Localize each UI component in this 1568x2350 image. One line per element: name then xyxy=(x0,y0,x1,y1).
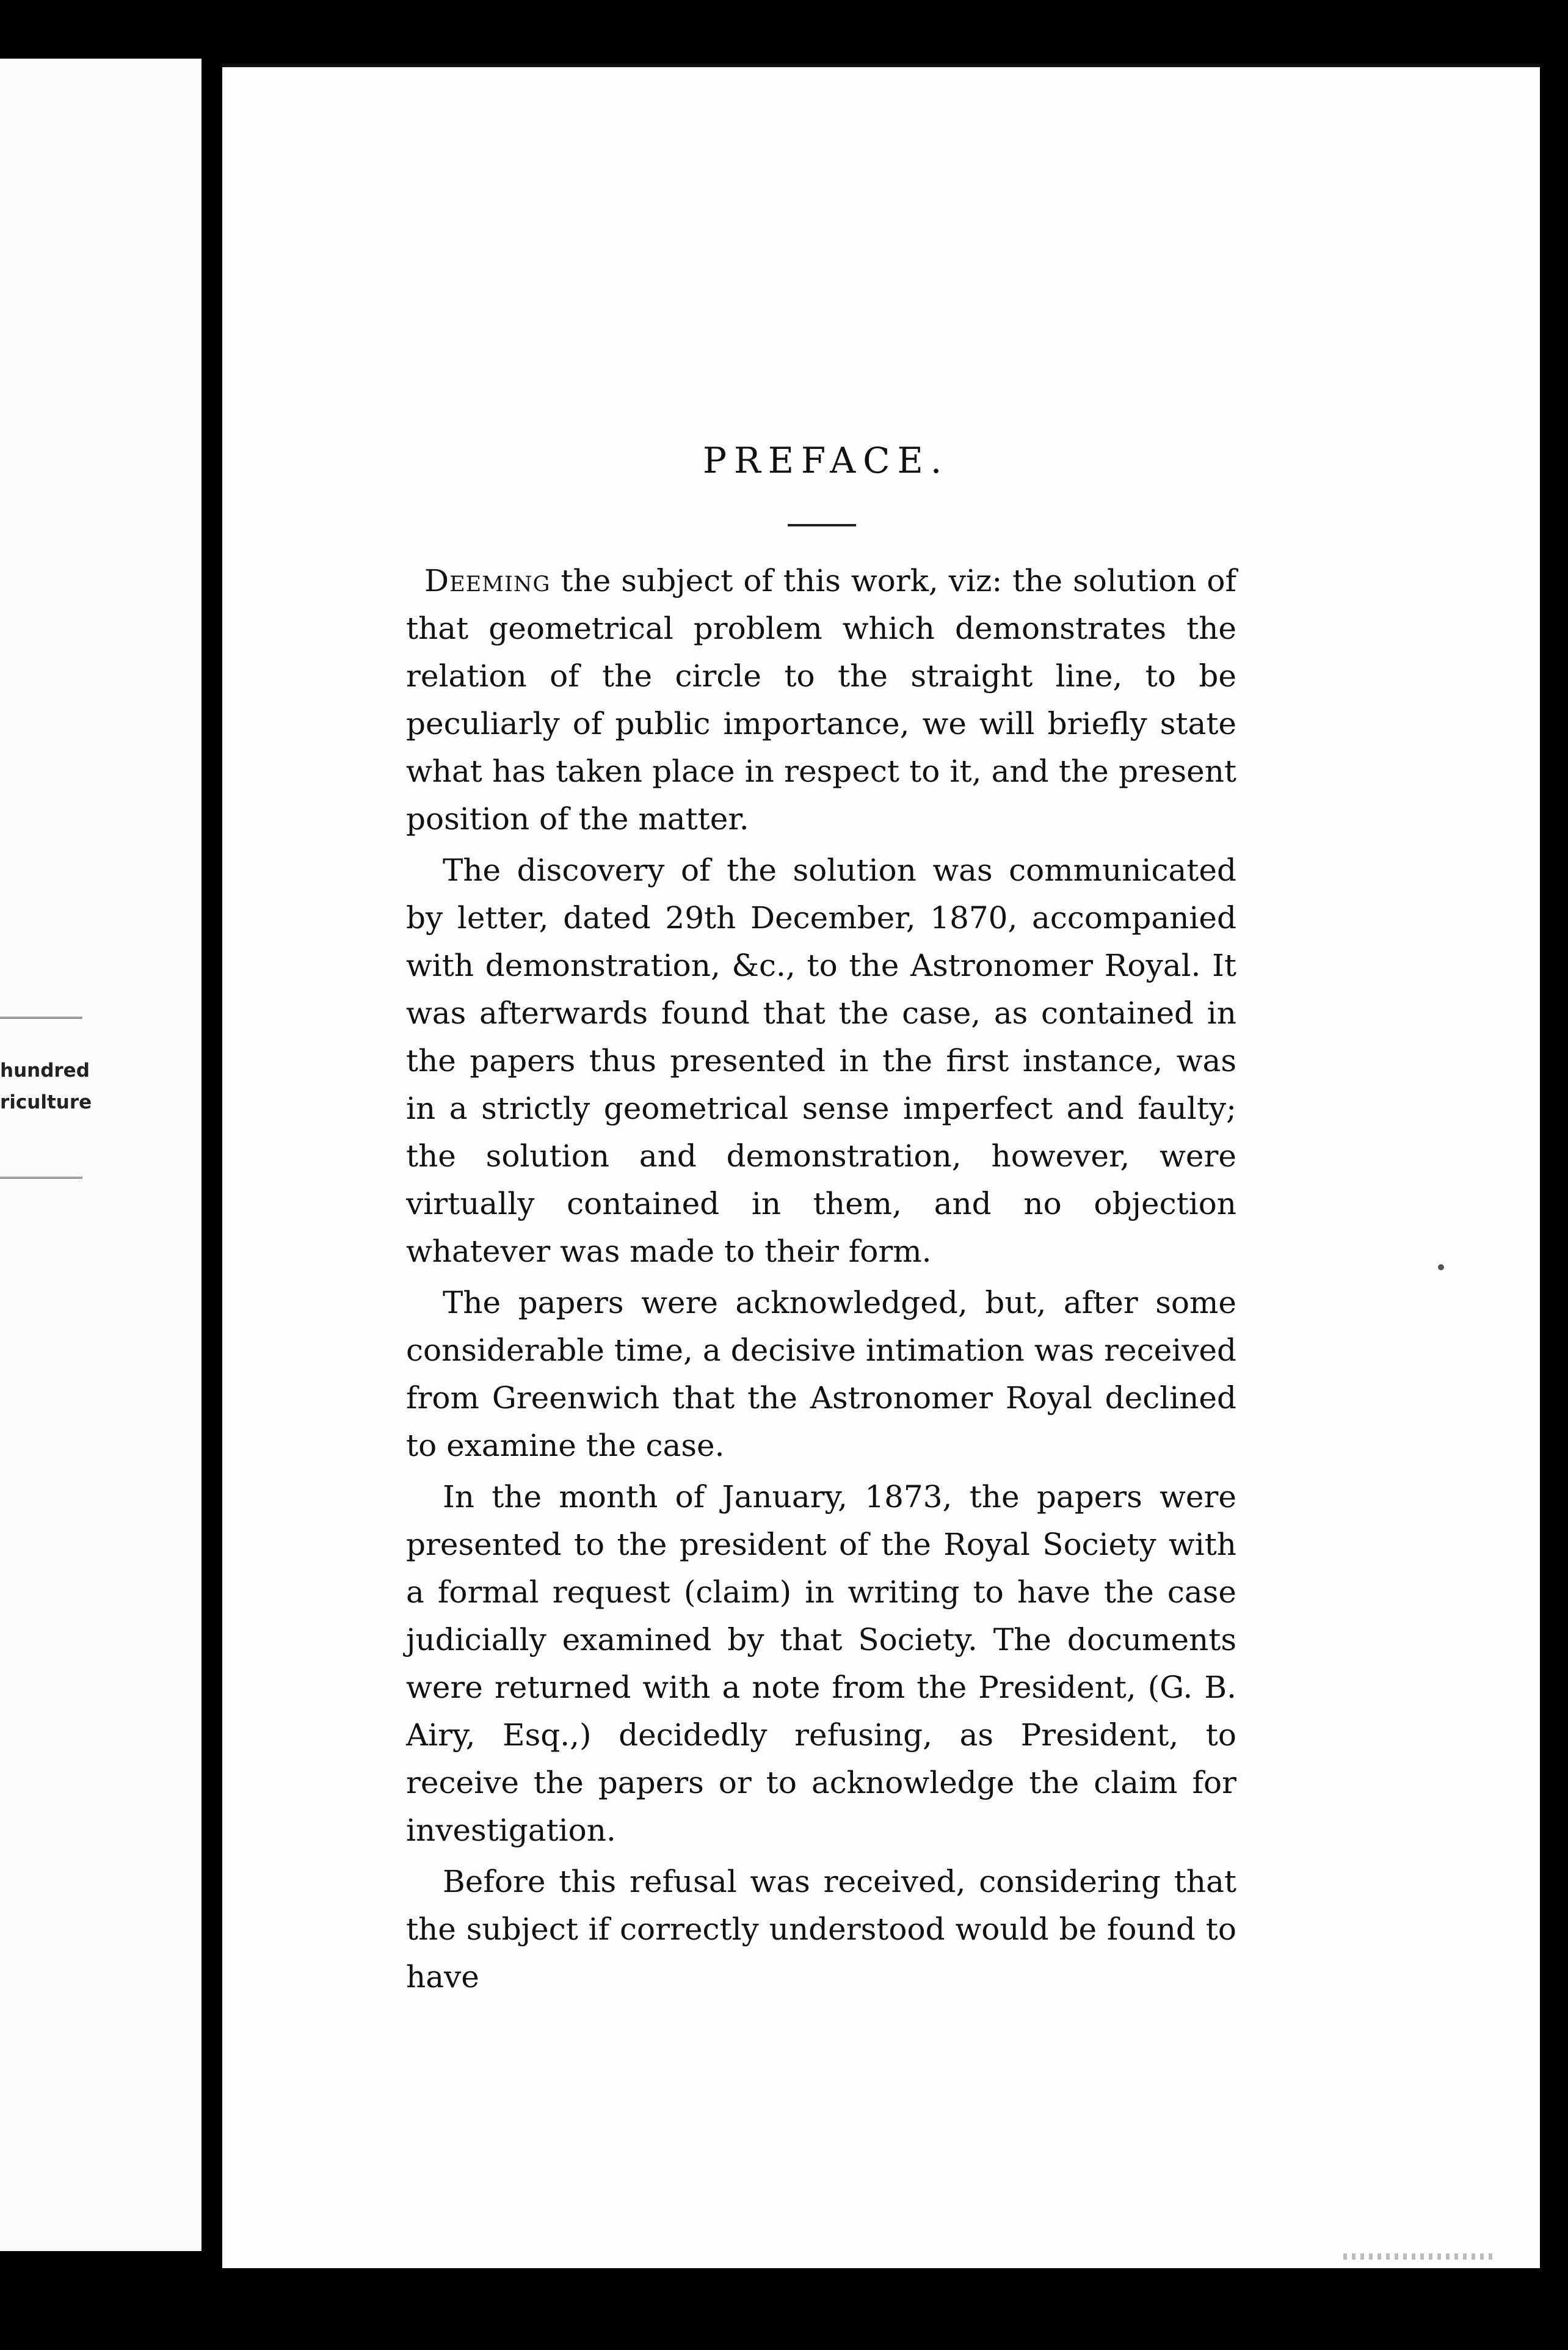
previous-page-strip xyxy=(0,59,201,2251)
previous-page-rule-bottom xyxy=(0,1177,82,1179)
title-divider xyxy=(788,524,856,526)
paragraph-1 xyxy=(406,557,1236,843)
paragraph-3: The papers were acknowledged, but, after some considerable time, a decisive intimation was received from Greenwich that the Astronomer Royal declined to examine the case. xyxy=(406,1285,1236,1463)
previous-page-rule-top xyxy=(0,1017,82,1019)
paragraph-1-text: the subject of this work, viz: the solution of that geometrical problem which demonstrates the relation of the circle to the straight line, to be peculiarly of public importance, we will briefly state what has taken place in respect to it, and the present position of the matter. xyxy=(406,563,1236,837)
page-title: PREFACE. xyxy=(703,440,949,481)
previous-page-text-line-1: hundred xyxy=(0,1060,90,1082)
paragraph-1-lead-word: Deeming xyxy=(424,563,551,598)
paragraph-5: Before this refusal was received, considering that the subject if correctly understood would be found to have xyxy=(406,1864,1236,1995)
previous-page-text-line-2: riculture xyxy=(0,1091,92,1113)
scan-speck xyxy=(1438,1264,1444,1270)
paragraph-2: The discovery of the solution was communicated by letter, dated 29th December, 1870, accompanied with demonstration, &c., to the Astronomer Royal. It was afterwards found that the case, as contained in the papers thus presented in the first instance, was in a strictly geometrical sense imperfect and faulty; the solution and demonstration, however, were virtually contained in them, and no objection whatever was made to their form. xyxy=(406,853,1236,1269)
scan-edge-noise xyxy=(1343,2254,1496,2260)
preface-body xyxy=(406,557,1236,2004)
paragraph-4: In the month of January, 1873, the papers were presented to the president of the Royal Society with a formal request (claim) in writing to have the case judicially examined by that Society. The documents were returned with a note from the President, (G. B. Airy, Esq.,) decidedly refusing, as President, to receive the papers or to acknowledge the claim for investigation. xyxy=(406,1479,1236,1848)
